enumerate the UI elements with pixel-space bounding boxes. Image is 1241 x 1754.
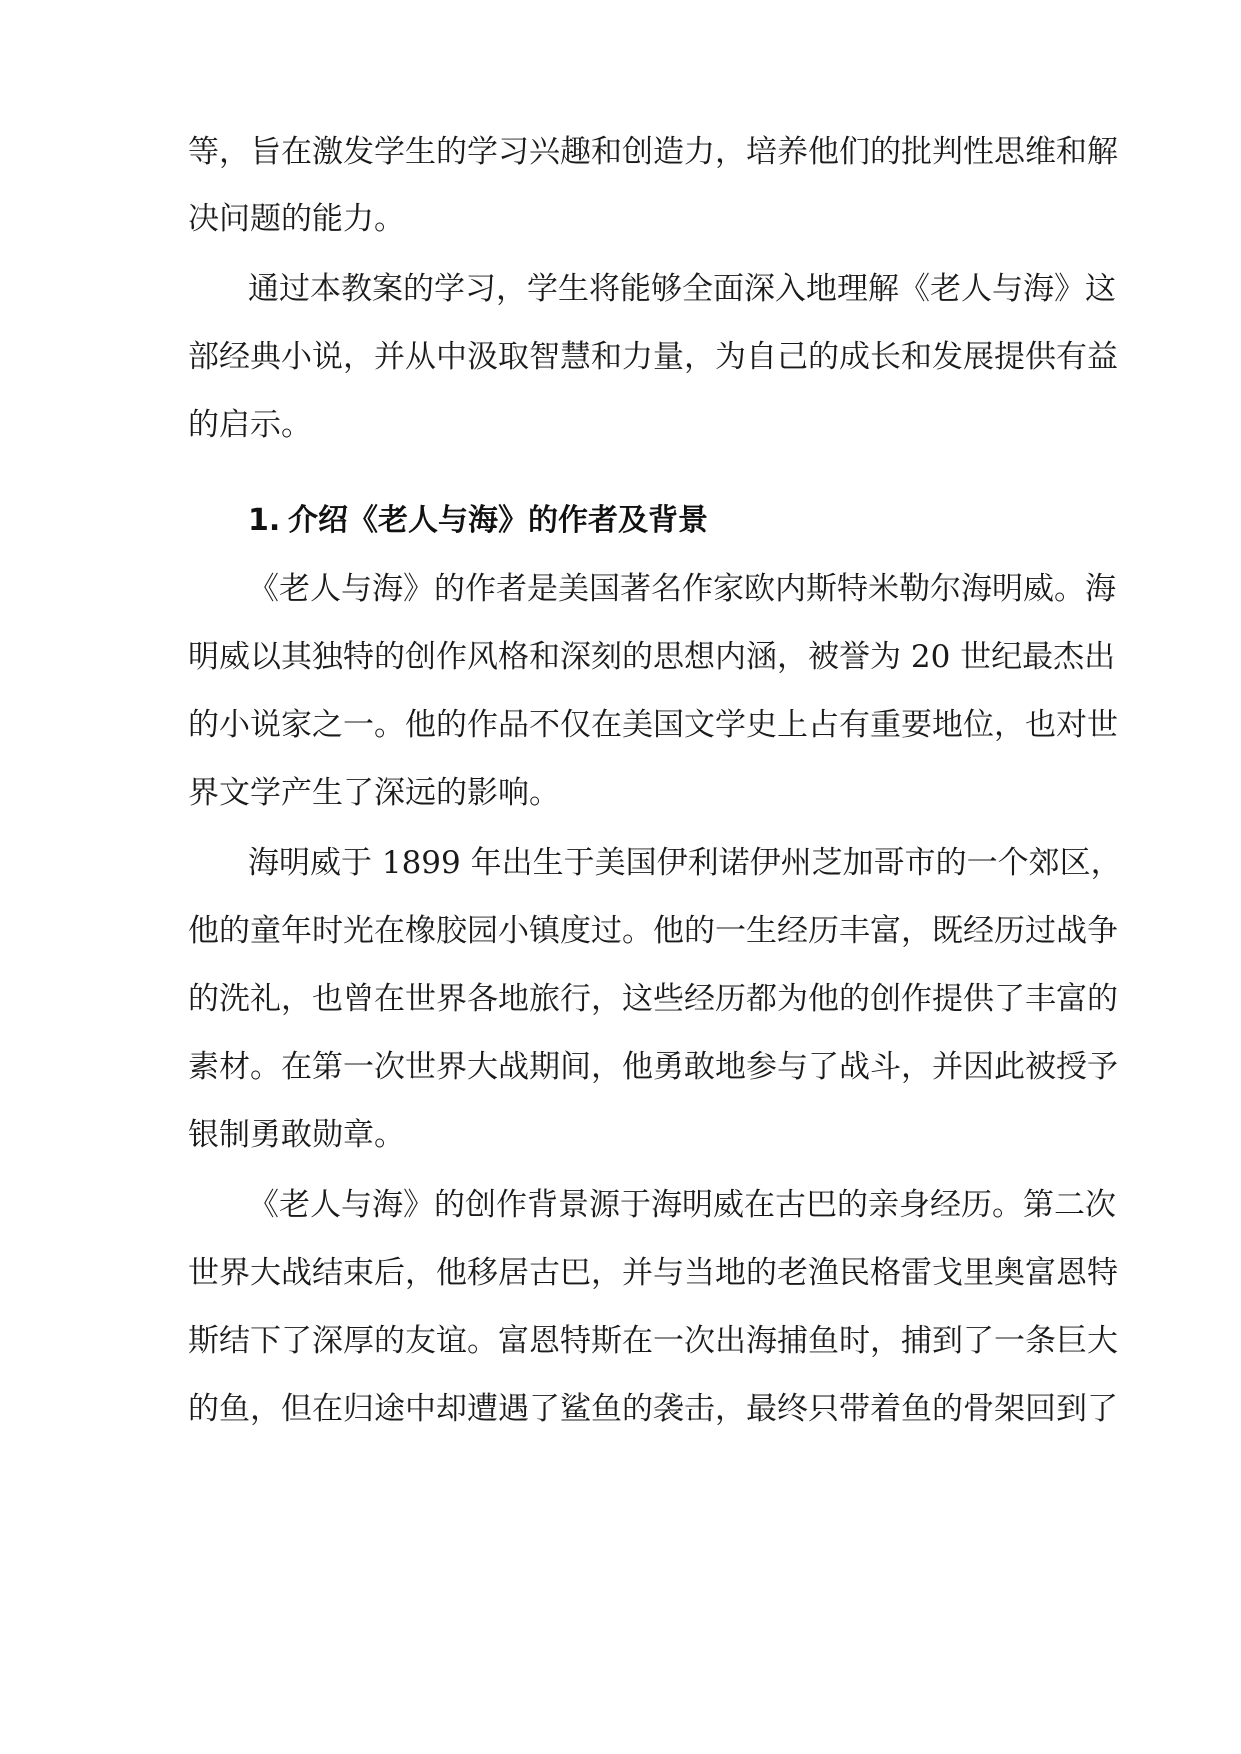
section-number: 1. <box>248 503 281 538</box>
body-p2-line-4: 素材。在第一次世界大战期间，他勇敢地参与了战斗，并因此被授予 <box>188 1049 1118 1085</box>
body-p2-line-5: 银制勇敢勋章。 <box>188 1117 405 1153</box>
intro-p1-line-1: 等，旨在激发学生的学习兴趣和创造力，培养他们的批判性思维和解 <box>188 134 1118 170</box>
section-title: 介绍《老人与海》的作者及背景 <box>288 503 708 538</box>
body-p2-line-2: 他的童年时光在橡胶园小镇度过。他的一生经历丰富，既经历过战争 <box>188 913 1118 949</box>
intro-p2-line-1: 通过本教案的学习，学生将能够全面深入地理解《老人与海》这 <box>248 271 1116 307</box>
intro-p2-line-3: 的启示。 <box>188 407 312 443</box>
body-p1-line-3: 的小说家之一。他的作品不仅在美国文学史上占有重要地位，也对世 <box>188 707 1118 743</box>
intro-p2-line-2: 部经典小说，并从中汲取智慧和力量，为自己的成长和发展提供有益 <box>188 339 1118 375</box>
section-heading <box>248 496 1068 546</box>
body-p2-line-1: 海明威于 1899 年出生于美国伊利诺伊州芝加哥市的一个郊区， <box>248 845 1122 881</box>
body-p1-line-1: 《老人与海》的作者是美国著名作家欧内斯特米勒尔海明威。海 <box>248 571 1116 607</box>
body-p1-line-2: 明威以其独特的创作风格和深刻的思想内涵，被誉为 20 世纪最杰出 <box>188 639 1116 675</box>
body-p3-line-2: 世界大战结束后，他移居古巴，并与当地的老渔民格雷戈里奥富恩特 <box>188 1255 1118 1291</box>
body-p1-line-4: 界文学产生了深远的影响。 <box>188 775 560 811</box>
body-p3-line-4: 的鱼，但在归途中却遭遇了鲨鱼的袭击，最终只带着鱼的骨架回到了 <box>188 1391 1118 1427</box>
intro-p1-line-2: 决问题的能力。 <box>188 201 405 237</box>
body-p2-line-3: 的洗礼，也曾在世界各地旅行，这些经历都为他的创作提供了丰富的 <box>188 981 1118 1017</box>
body-p3-line-3: 斯结下了深厚的友谊。富恩特斯在一次出海捕鱼时，捕到了一条巨大 <box>188 1323 1118 1359</box>
body-p3-line-1: 《老人与海》的创作背景源于海明威在古巴的亲身经历。第二次 <box>248 1187 1116 1223</box>
